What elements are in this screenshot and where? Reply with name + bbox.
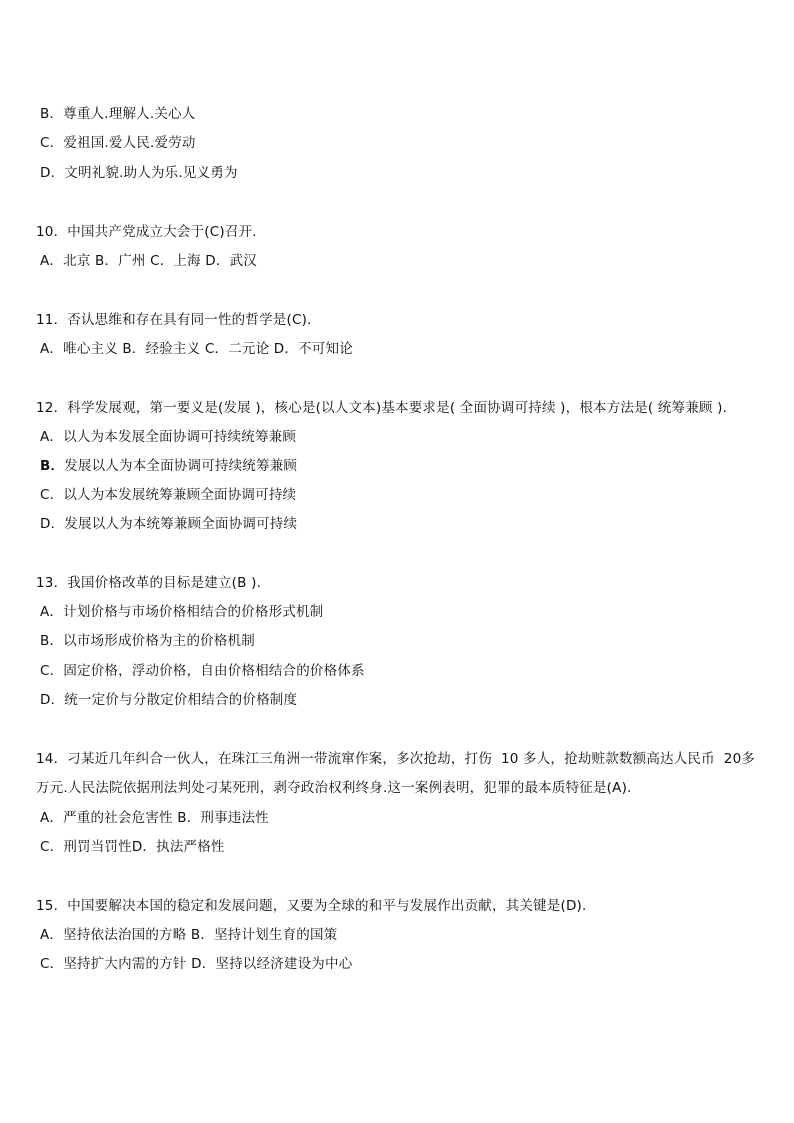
question-stem: 15．中国要解决本国的稳定和发展问题，又要为全球的和平与发展作出贡献，其关键是(D). bbox=[36, 898, 587, 914]
option-line: C．爱祖国.爱人民.爱劳动 bbox=[40, 135, 196, 151]
option-line: A．坚持依法治国的方略 B．坚持计划生育的国策 bbox=[40, 927, 338, 943]
question-stem: 11．否认思维和存在具有同一性的哲学是(C). bbox=[36, 312, 312, 328]
option-line: A．唯心主义 B．经验主义 C．二元论 D．不可知论 bbox=[40, 341, 353, 357]
question-stem: 14．刁某近几年纠合一伙人，在珠江三角洲一带流窜作案，多次抢劫，打伤 10 多人，抢劫赃款数额高达人民币 20多 bbox=[36, 751, 756, 767]
option-label: A． bbox=[40, 429, 64, 445]
question-stem: 13．我国价格改革的目标是建立(B ). bbox=[36, 575, 262, 591]
option-text: 以人为本发展全面协调可持续统筹兼顾 bbox=[63, 429, 297, 445]
option-line bbox=[40, 429, 296, 445]
option-label: C． bbox=[40, 487, 64, 503]
question-stem-continued: 万元.人民法院依据刑法判处刁某死刑，剥夺政治权利终身.这一案例表明，犯罪的最本质特征是(A). bbox=[36, 780, 632, 796]
option-label: D． bbox=[40, 516, 65, 532]
option-line bbox=[40, 516, 297, 532]
option-line: A．严重的社会危害性 B．刑事违法性 bbox=[40, 810, 269, 826]
option-line bbox=[40, 458, 297, 474]
option-text: 发展以人为本统筹兼顾全面协调可持续 bbox=[64, 516, 298, 532]
option-line: D．统一定价与分散定价相结合的价格制度 bbox=[40, 692, 298, 708]
option-line: C．刑罚当罚性D．执法严格性 bbox=[40, 839, 225, 855]
option-line: A．计划价格与市场价格相结合的价格形式机制 bbox=[40, 604, 324, 620]
question-stem: 12．科学发展观，第一要义是(发展 )，核心是(以人文本)基本要求是( 全面协调可持续 )，根本方法是( 统筹兼顾 ). bbox=[36, 400, 728, 416]
option-line: C．坚持扩大内需的方针 D．坚持以经济建设为中心 bbox=[40, 956, 353, 972]
option-label: B． bbox=[40, 458, 65, 474]
option-line: C．固定价格，浮动价格，自由价格相结合的价格体系 bbox=[40, 663, 365, 679]
question-stem: 10．中国共产党成立大会于(C)召开. bbox=[36, 224, 257, 240]
option-line bbox=[40, 487, 296, 503]
option-line: B．以市场形成价格为主的价格机制 bbox=[40, 633, 255, 649]
option-line: A．北京 B．广州 C．上海 D．武汉 bbox=[40, 253, 257, 269]
option-line: B．尊重人.理解人.关心人 bbox=[40, 106, 196, 122]
option-line: D．文明礼貌.助人为乐.见义勇为 bbox=[40, 165, 238, 181]
option-text: 发展以人为本全面协调可持续统筹兼顾 bbox=[64, 458, 298, 474]
option-text: 以人为本发展统筹兼顾全面协调可持续 bbox=[63, 487, 297, 503]
